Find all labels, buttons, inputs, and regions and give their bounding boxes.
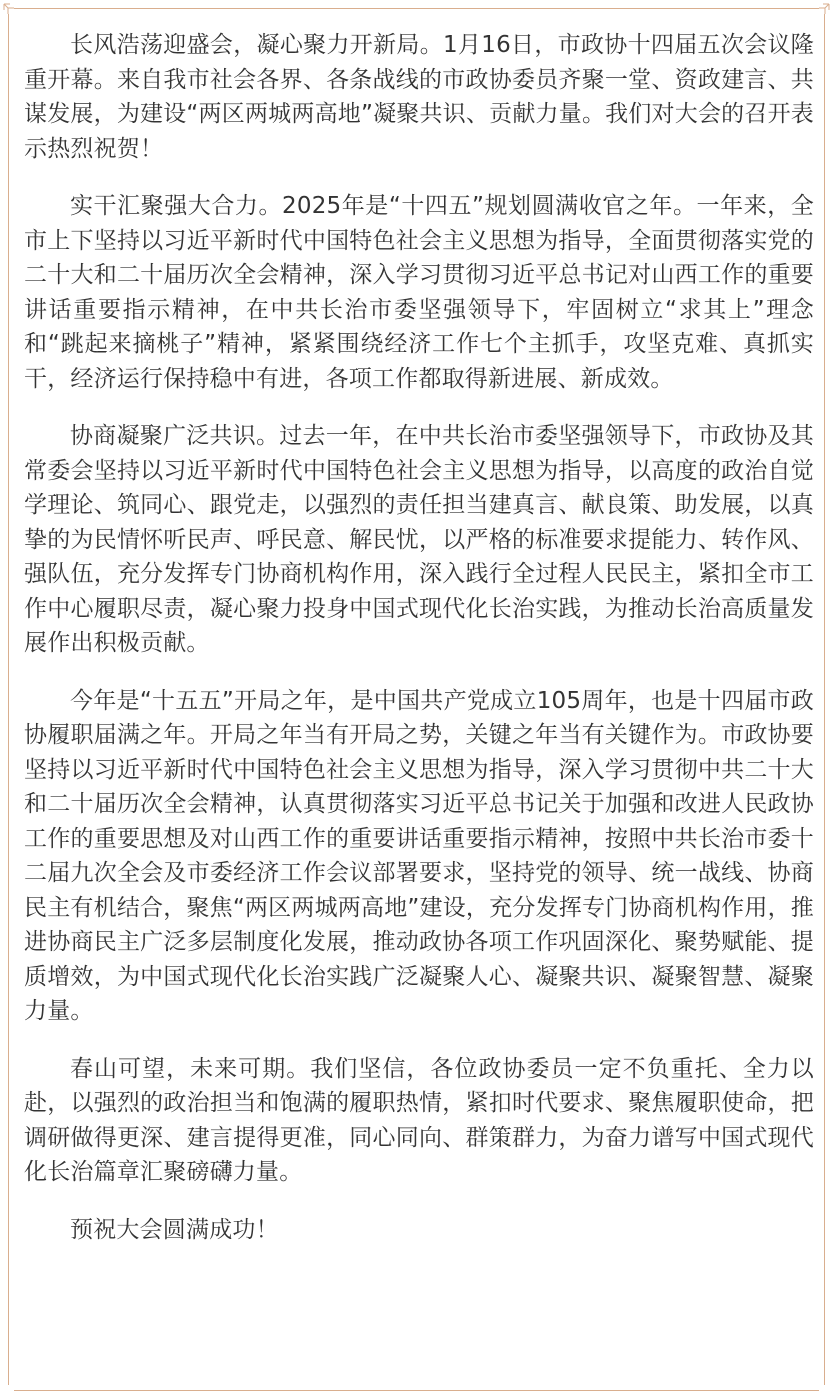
frame-border-top — [14, 8, 819, 9]
frame-border-left — [8, 14, 9, 1385]
frame-border-right — [824, 14, 825, 1385]
paragraph-opening: 长风浩荡迎盛会，凝心聚力开新局。1月16日，市政协十四届五次会议隆重开幕。来自我市社会各界、各条战线的市政协委员齐聚一堂、资政建言、共谋发展，为建设“两区两城两高地”凝聚共识、贡献力量。我们对大会的召开表示热烈祝贺！ — [24, 32, 814, 162]
paragraph-consultation: 协商凝聚广泛共识。过去一年，在中共长治市委坚强领导下，市政协及其常委会坚持以习近平新时代中国特色社会主义思想为指导，以高度的政治自觉学理论、筑同心、跟党走，以强烈的责任担当建真言、献良策、助发展，以真挚的为民情怀听民声、呼民意、解民忧，以严格的标准要求提能力、转作风、强队伍，充分发挥专门协商机构作用，深入践行全过程人民民主，紧扣全市工作中心履职尽责，凝心聚力投身中国式现代化长治实践，为推动长治高质量发展作出积极贡献。 — [24, 423, 814, 656]
article-body — [24, 28, 814, 1247]
corner-ornament-icon — [819, 2, 831, 14]
corner-ornament-icon — [2, 2, 14, 14]
frame-border-bottom — [14, 1390, 819, 1391]
paragraph-achievements: 实干汇聚强大合力。2025年是“十四五”规划圆满收官之年。一年来，全市上下坚持以习近平新时代中国特色社会主义思想为指导，全面贯彻落实党的二十大和二十届历次全会精神，深入学习贯彻习近平总书记对山西工作的重要讲话重要指示精神，在中共长治市委坚强领导下，牢固树立“求其上”理念和“跳起来摘桃子”精神，紧紧围绕经济工作七个主抓手，攻坚克难、真抓实干，经济运行保持稳中有进，各项工作都取得新进展、新成效。 — [24, 193, 814, 392]
paragraph-closing-wish: 预祝大会圆满成功！ — [70, 1216, 279, 1243]
paragraph-outlook: 春山可望，未来可期。我们坚信，各位政协委员一定不负重托、全力以赴，以强烈的政治担当和饱满的履职热情，紧扣时代要求、聚焦履职使命，把调研做得更深、建言提得更准，同心同向、群策群力，为奋力谱写中国式现代化长治篇章汇聚磅礴力量。 — [24, 1055, 814, 1185]
paragraph-this-year: 今年是“十五五”开局之年，是中国共产党成立105周年，也是十四届市政协履职届满之年。开局之年当有开局之势，关键之年当有关键作为。市政协要坚持以习近平新时代中国特色社会主义思想为指导，深入学习贯彻中共二十大和二十届历次全会精神，认真贯彻落实习近平总书记关于加强和改进人民政协工作的重要思想及对山西工作的重要讲话重要指示精神，按照中共长治市委十二届九次全会及市委经济工作会议部署要求，坚持党的领导、统一战线、协商民主有机结合，聚焦“两区两城两高地”建设，充分发挥专门协商机构作用，推进协商民主广泛多层制度化发展，推动政协各项工作巩固深化、聚势赋能、提质增效，为中国式现代化长治实践广泛凝聚人心、凝聚共识、凝聚智慧、凝聚力量。 — [24, 687, 814, 1024]
